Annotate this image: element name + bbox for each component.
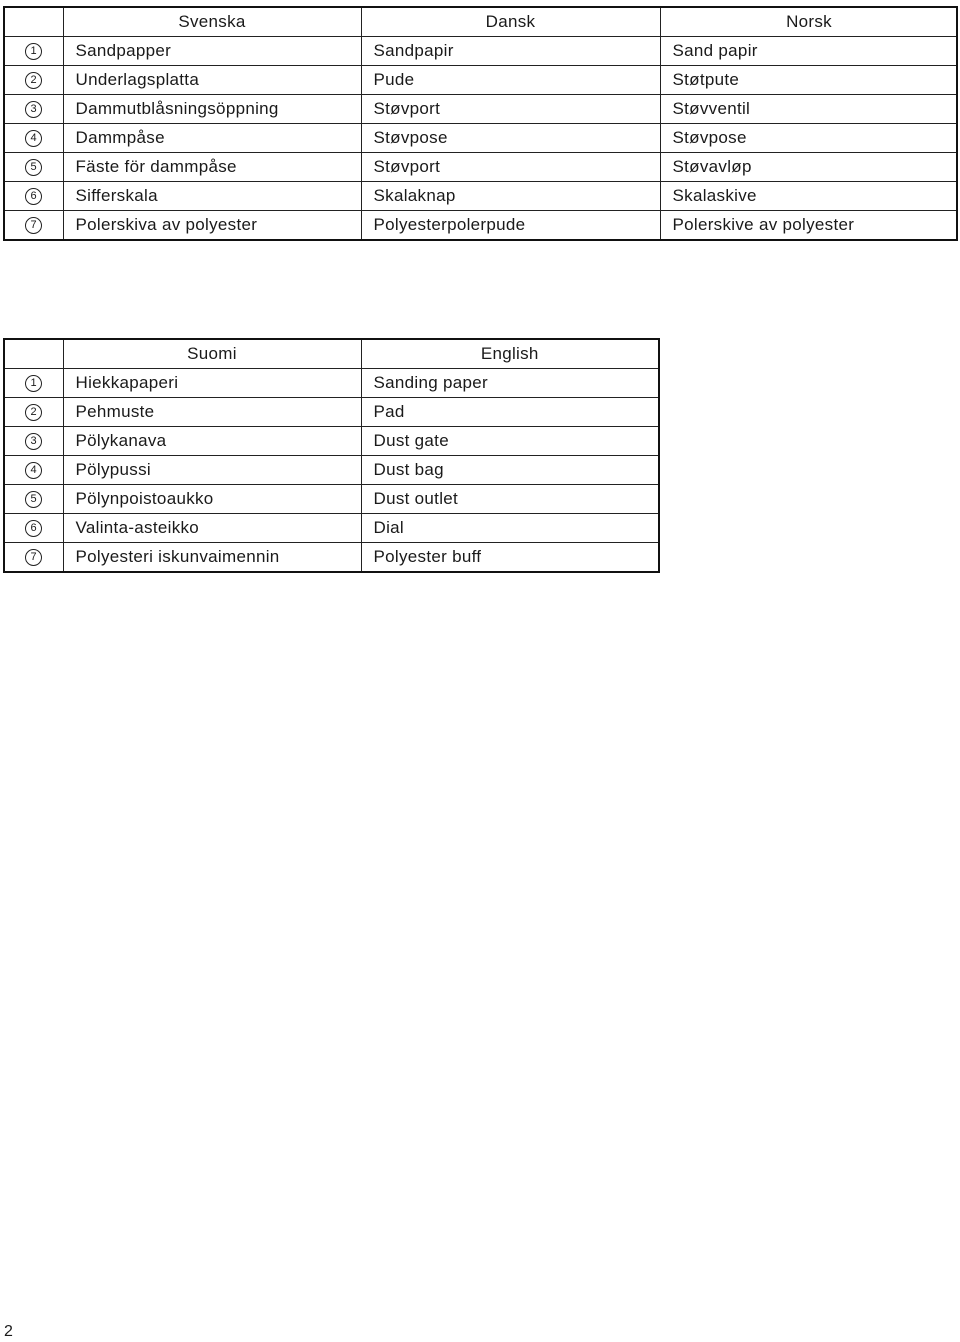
dansk-cell: Skalaknap [361, 182, 660, 211]
item-number: 5 [4, 153, 63, 182]
table-row [4, 66, 957, 95]
dansk-cell: Støvpose [361, 124, 660, 153]
svenska-cell: Fäste för dammpåse [63, 153, 361, 182]
table-row [4, 456, 659, 485]
column-header-suomi: Suomi [63, 339, 361, 369]
item-number: 3 [4, 427, 63, 456]
item-number: 6 [4, 514, 63, 543]
svenska-cell: Sandpapper [63, 37, 361, 66]
column-header-english: English [361, 339, 659, 369]
english-cell: Pad [361, 398, 659, 427]
norsk-cell: Sand papir [660, 37, 957, 66]
item-number: 3 [4, 95, 63, 124]
table-row [4, 124, 957, 153]
number-header [4, 7, 63, 37]
item-number: 7 [4, 211, 63, 241]
svenska-cell: Dammutblåsningsöppning [63, 95, 361, 124]
item-number: 4 [4, 124, 63, 153]
suomi-cell: Pehmuste [63, 398, 361, 427]
svenska-cell: Sifferskala [63, 182, 361, 211]
norsk-cell: Støvavløp [660, 153, 957, 182]
english-cell: Dust gate [361, 427, 659, 456]
table-row [4, 211, 957, 241]
svenska-cell: Dammpåse [63, 124, 361, 153]
table-header-row [4, 339, 659, 369]
suomi-cell: Pölykanava [63, 427, 361, 456]
table-header-row [4, 7, 957, 37]
table-row [4, 427, 659, 456]
table-row [4, 153, 957, 182]
table-row [4, 37, 957, 66]
item-number: 1 [4, 369, 63, 398]
parts-table-finnish-english [3, 338, 660, 573]
svenska-cell: Underlagsplatta [63, 66, 361, 95]
dansk-cell: Støvport [361, 95, 660, 124]
suomi-cell: Pölypussi [63, 456, 361, 485]
english-cell: Dial [361, 514, 659, 543]
table-row [4, 182, 957, 211]
norsk-cell: Polerskive av polyester [660, 211, 957, 241]
table-row [4, 369, 659, 398]
norsk-cell: Støtpute [660, 66, 957, 95]
page-number: 2 [4, 1323, 13, 1340]
item-number: 2 [4, 66, 63, 95]
table-row [4, 514, 659, 543]
english-cell: Sanding paper [361, 369, 659, 398]
norsk-cell: Støvpose [660, 124, 957, 153]
dansk-cell: Polyesterpolerpude [361, 211, 660, 241]
table-row [4, 485, 659, 514]
english-cell: Dust bag [361, 456, 659, 485]
column-header-dansk: Dansk [361, 7, 660, 37]
column-header-norsk: Norsk [660, 7, 957, 37]
dansk-cell: Støvport [361, 153, 660, 182]
item-number: 5 [4, 485, 63, 514]
suomi-cell: Hiekkapaperi [63, 369, 361, 398]
item-number: 4 [4, 456, 63, 485]
table-row [4, 398, 659, 427]
item-number: 1 [4, 37, 63, 66]
column-header-svenska: Svenska [63, 7, 361, 37]
suomi-cell: Pölynpoistoaukko [63, 485, 361, 514]
dansk-cell: Sandpapir [361, 37, 660, 66]
item-number: 2 [4, 398, 63, 427]
norsk-cell: Støvventil [660, 95, 957, 124]
english-cell: Polyester buff [361, 543, 659, 573]
dansk-cell: Pude [361, 66, 660, 95]
item-number: 6 [4, 182, 63, 211]
item-number: 7 [4, 543, 63, 573]
svenska-cell: Polerskiva av polyester [63, 211, 361, 241]
parts-table-scandinavian [3, 6, 958, 241]
suomi-cell: Valinta-asteikko [63, 514, 361, 543]
table-row [4, 95, 957, 124]
number-header [4, 339, 63, 369]
norsk-cell: Skalaskive [660, 182, 957, 211]
table-row [4, 543, 659, 573]
english-cell: Dust outlet [361, 485, 659, 514]
suomi-cell: Polyesteri iskunvaimennin [63, 543, 361, 573]
